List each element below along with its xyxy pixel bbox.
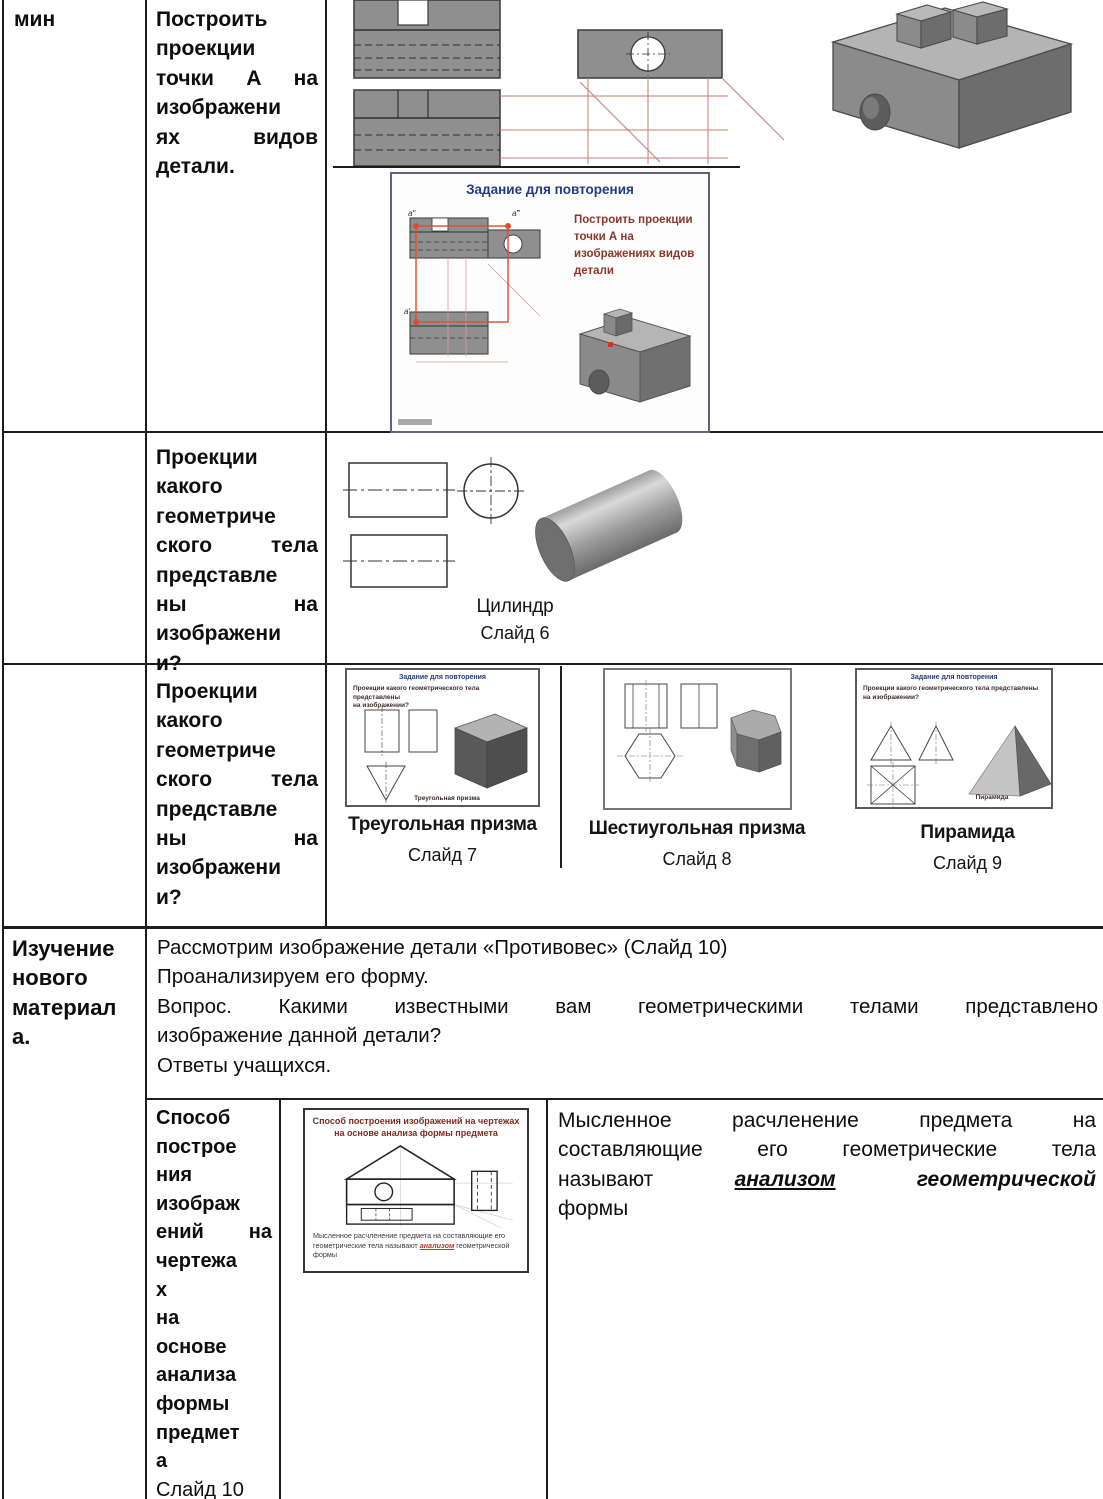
question-line: геометриче: [156, 504, 276, 528]
question-line: какого: [156, 709, 223, 733]
paragraph-line: Проанализируем его форму.: [157, 965, 429, 989]
slide10-note: Мысленное расчленение предмета на составляющие его геометрические тела называют анализом геометрической формы: [313, 1231, 510, 1260]
definition-line: Мысленное расчленение предмета на: [558, 1109, 1096, 1132]
lesson-paragraph: [157, 933, 1098, 1080]
slide-number: Слайд 6: [480, 623, 550, 643]
definition-line: формы: [558, 1197, 629, 1221]
orthographic-views-image: [348, 0, 788, 166]
point-label-horizontal: a′: [404, 307, 410, 316]
task-line: проекции: [156, 37, 256, 61]
slide-3d-part: [552, 302, 702, 417]
question-cell-row2: [156, 443, 318, 678]
table-border-left: [2, 0, 4, 1499]
point-label-profile: a‴: [512, 209, 520, 218]
definition-cell: [558, 1106, 1096, 1224]
thumb-caption: Пирамида: [975, 794, 1009, 801]
highlighted-term: анализом: [419, 1240, 455, 1250]
question-line: геометриче: [156, 738, 276, 762]
nested-table-border-top: [145, 1098, 1103, 1100]
table-border-row3: [2, 926, 1103, 929]
prism3-drawing: [347, 670, 538, 805]
question-cell-row3: [156, 677, 318, 912]
task-line: Построить: [156, 8, 268, 31]
part-3d-image: [805, 0, 1095, 150]
term-geometric: геометрической: [916, 1167, 1096, 1191]
paragraph-line: Рассмотрим изображение детали «Противовес» (Слайд 10): [157, 936, 728, 959]
slide8-thumbnail: [603, 668, 792, 810]
pyramid-drawing: [857, 670, 1051, 807]
slide-title: Задание для повторения: [466, 182, 634, 197]
question-line: ны на: [156, 827, 318, 851]
table-border-col2: [325, 0, 327, 929]
definition-line: называют анализом геометрической: [558, 1165, 1096, 1194]
method-slide-ref: Слайд 10: [156, 1478, 244, 1499]
nested-table-border-v1: [279, 1098, 281, 1499]
question-line: какого: [156, 475, 223, 499]
question-line: ны на: [156, 593, 318, 617]
nested-table-border-v2: [546, 1098, 548, 1499]
slide10-title: Способ построения изображений на чертежах на основе анализа формы предмета: [312, 1116, 520, 1138]
slide10-drawing: [305, 1142, 527, 1228]
table-border-col1: [145, 0, 147, 1499]
caption-slide9: Пирамида Слайд 9: [920, 822, 1015, 873]
slide-repetition: [390, 172, 710, 433]
task-cell: [156, 5, 318, 181]
question-line: представле: [156, 797, 278, 821]
caption-slide8: Шестиугольная призма Слайд 8: [588, 818, 806, 869]
caption-slide7: Треугольная призма Слайд 7: [348, 814, 537, 865]
paragraph-line: изображение данной детали?: [157, 1024, 442, 1048]
image-underline: [333, 166, 740, 168]
task-line: точки А на: [156, 66, 318, 90]
slide9-thumbnail: Задание для повторения Проекции какого геометрического тела представлены на изображении? Пирамида: [855, 668, 1053, 809]
projection-lines: [500, 78, 784, 164]
cylinder-caption: [425, 596, 605, 644]
method-cell: Способ построе ния изображ ений на чертежа х на основе анализа формы предмет а Слайд 10: [156, 1104, 272, 1499]
cylinder-3d-image: [528, 456, 688, 596]
question-line: и?: [156, 651, 182, 675]
task-line: детали.: [156, 155, 235, 179]
thumb-title: Задание для повторения: [910, 674, 998, 681]
slide-footer-mark: [398, 419, 432, 425]
duration-cell: мин: [14, 8, 56, 31]
question-line: и?: [156, 885, 182, 909]
question-line: ского тела: [156, 768, 318, 792]
question-line: ского тела: [156, 534, 318, 558]
slide-body-text: Построить проекции точки А на изображениях видов детали: [574, 214, 695, 277]
slide-divider-line: [560, 666, 562, 868]
prism6-drawing: [605, 670, 790, 808]
thumb-title: Задание для повторения: [398, 674, 486, 681]
paragraph-line: Ответы учащихся.: [157, 1053, 332, 1077]
slide7-thumbnail: Задание для повторения Проекции какого геометрического тела представлены на изображении? Треугольная призма: [345, 668, 540, 807]
task-line: ях видов: [156, 125, 318, 149]
stage-cell: Изучение нового материал а.: [12, 936, 117, 1050]
task-line: изображени: [156, 96, 282, 120]
definition-line: составляющие его геометрические тела: [558, 1138, 1096, 1162]
question-line: Проекции: [156, 446, 258, 469]
slide-drawing: [400, 204, 570, 394]
question-line: изображени: [156, 622, 282, 646]
solid-name: Цилиндр: [476, 596, 554, 617]
question-line: изображени: [156, 856, 282, 880]
point-label-frontal: a″: [408, 209, 416, 218]
term-analysis: анализом: [734, 1167, 836, 1191]
question-line: представле: [156, 563, 278, 587]
thumb-caption: Треугольная призма: [414, 795, 480, 802]
slide10-thumbnail: [303, 1108, 529, 1273]
paragraph-line: Вопрос. Какими известными вам геометрическими телами представлено: [157, 994, 1098, 1018]
question-line: Проекции: [156, 680, 258, 703]
